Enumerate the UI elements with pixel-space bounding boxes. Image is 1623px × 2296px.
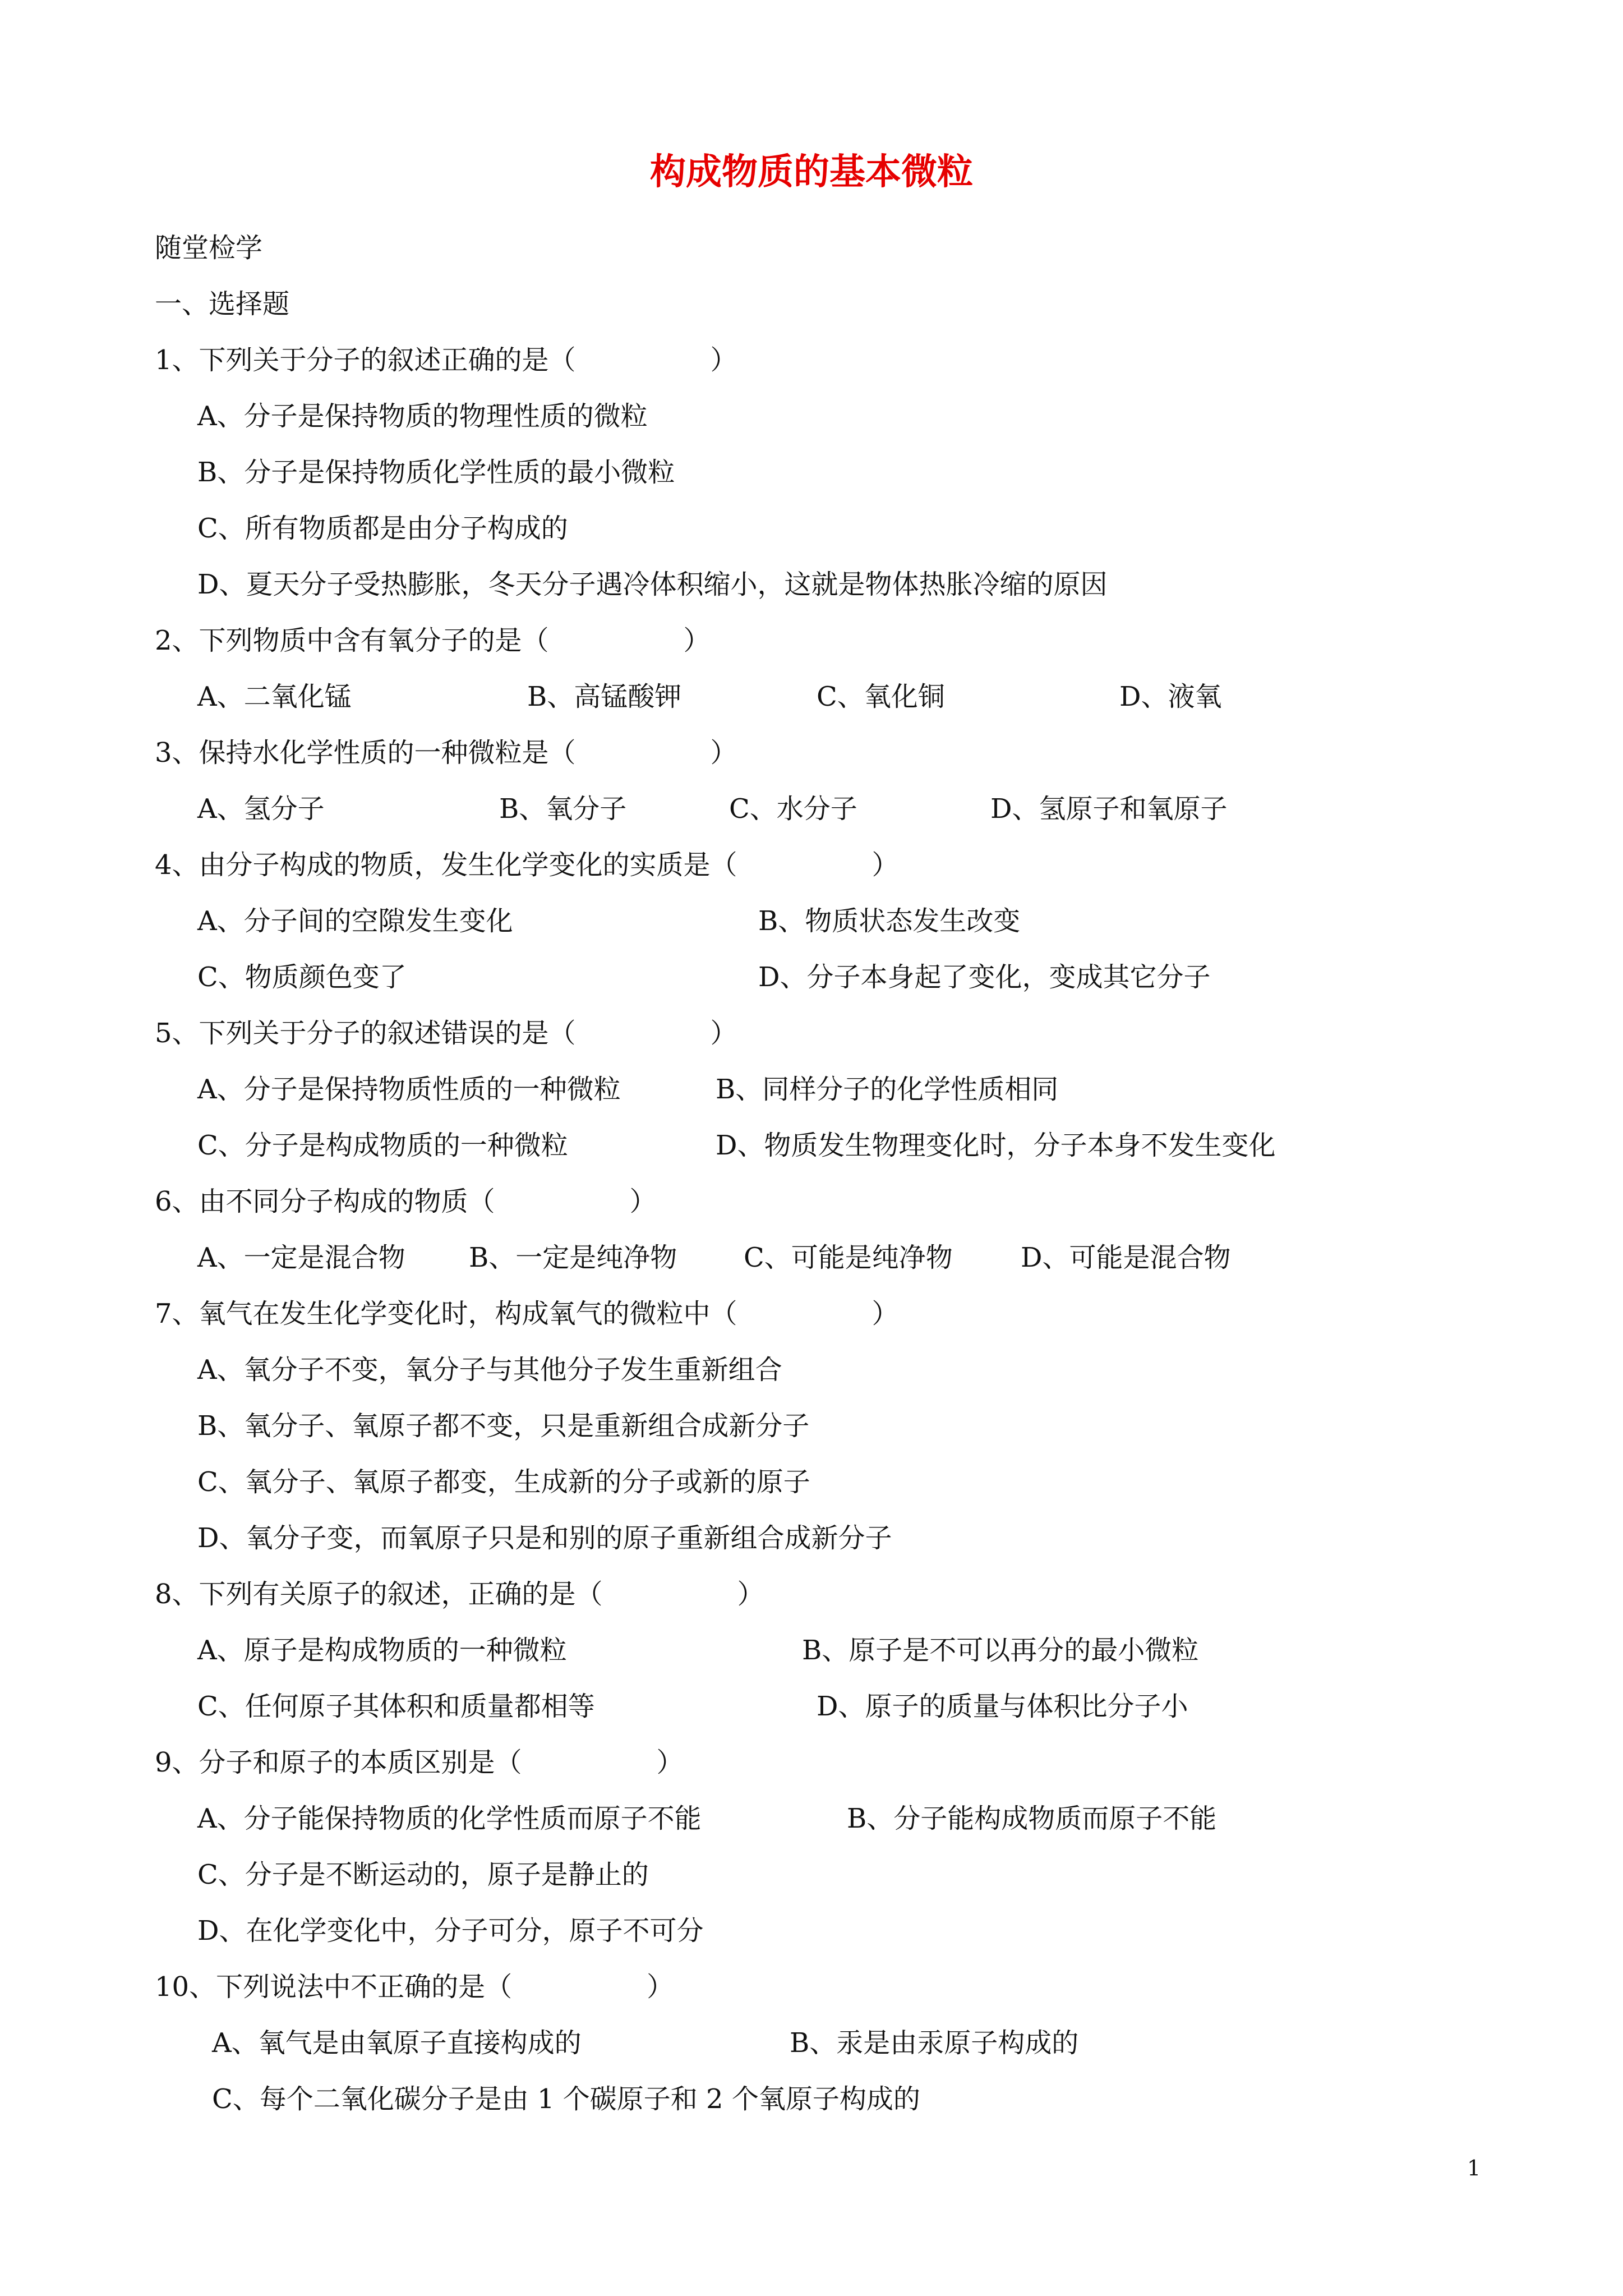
option: C、水分子 (729, 793, 857, 825)
option: D、氢原子和氧原子 (990, 793, 1228, 825)
option: B、汞是由汞原子构成的 (790, 2027, 1079, 2059)
option: B、同样分子的化学性质相同 (716, 1074, 1059, 1105)
question-stem: 1、下列关于分子的叙述正确的是（ ） (155, 344, 737, 376)
question-stem: 10、下列说法中不正确的是（ ） (155, 1971, 674, 2003)
option: A、分子间的空隙发生变化 (197, 905, 513, 937)
option: D、氧分子变，而氧原子只是和别的原子重新组合成新分子 (197, 1522, 892, 1554)
option: D、分子本身起了变化，变成其它分子 (758, 961, 1211, 993)
question-stem: 9、分子和原子的本质区别是（ ） (155, 1747, 684, 1778)
option: C、物质颜色变了 (197, 961, 407, 993)
option: A、二氧化锰 (197, 681, 352, 712)
option: B、分子能构成物质而原子不能 (847, 1803, 1217, 1834)
option: A、氧分子不变，氧分子与其他分子发生重新组合 (197, 1354, 782, 1386)
question-stem: 5、下列关于分子的叙述错误的是（ ） (155, 1018, 737, 1049)
question-stem: 8、下列有关原子的叙述，正确的是（ ） (155, 1579, 764, 1610)
option: C、氧化铜 (817, 681, 945, 712)
option: C、每个二氧化碳分子是由 1 个碳原子和 2 个氧原子构成的 (212, 2083, 920, 2115)
option: B、物质状态发生改变 (758, 905, 1021, 937)
question-stem: 7、氧气在发生化学变化时，构成氧气的微粒中（ ） (155, 1298, 899, 1329)
option: B、原子是不可以再分的最小微粒 (802, 1635, 1199, 1666)
option: A、分子是保持物质性质的一种微粒 (197, 1074, 621, 1105)
document-title: 构成物质的基本微粒 (650, 151, 973, 193)
option: D、夏天分子受热膨胀，冬天分子遇冷体积缩小，这就是物体热胀冷缩的原因 (197, 569, 1108, 600)
question-stem: 6、由不同分子构成的物质（ ） (155, 1186, 657, 1217)
option: B、高锰酸钾 (527, 681, 682, 712)
option: C、分子是构成物质的一种微粒 (197, 1130, 568, 1161)
option: A、原子是构成物质的一种微粒 (197, 1635, 567, 1666)
option: B、分子是保持物质化学性质的最小微粒 (197, 457, 675, 488)
option: D、可能是混合物 (1021, 1242, 1231, 1273)
option: B、氧分子 (499, 793, 627, 825)
option: A、氢分子 (197, 793, 325, 825)
option: B、氧分子、氧原子都不变，只是重新组合成新分子 (197, 1410, 810, 1442)
option: C、氧分子、氧原子都变，生成新的分子或新的原子 (197, 1466, 810, 1498)
option: B、一定是纯净物 (469, 1242, 677, 1273)
option: A、一定是混合物 (197, 1242, 405, 1273)
question-stem: 3、保持水化学性质的一种微粒是（ ） (155, 737, 737, 769)
option: D、物质发生物理变化时，分子本身不发生变化 (716, 1130, 1276, 1161)
option: C、所有物质都是由分子构成的 (197, 513, 568, 544)
option: A、分子是保持物质的物理性质的微粒 (197, 401, 648, 432)
question-stem: 2、下列物质中含有氧分子的是（ ） (155, 625, 711, 656)
question-stem: 4、由分子构成的物质，发生化学变化的实质是（ ） (155, 849, 899, 881)
option: C、分子是不断运动的，原子是静止的 (197, 1859, 649, 1890)
option: A、分子能保持物质的化学性质而原子不能 (197, 1803, 702, 1834)
option: D、原子的质量与体积比分子小 (817, 1691, 1188, 1722)
option: C、可能是纯净物 (744, 1242, 953, 1273)
section-heading: 随堂检学 (155, 232, 263, 264)
option: C、任何原子其体积和质量都相等 (197, 1691, 595, 1722)
option: D、液氧 (1119, 681, 1222, 712)
page-number: 1 (1467, 2156, 1481, 2180)
option: A、氧气是由氧原子直接构成的 (212, 2027, 582, 2059)
part-heading: 一、选择题 (155, 288, 290, 320)
option: D、在化学变化中，分子可分，原子不可分 (197, 1915, 704, 1947)
